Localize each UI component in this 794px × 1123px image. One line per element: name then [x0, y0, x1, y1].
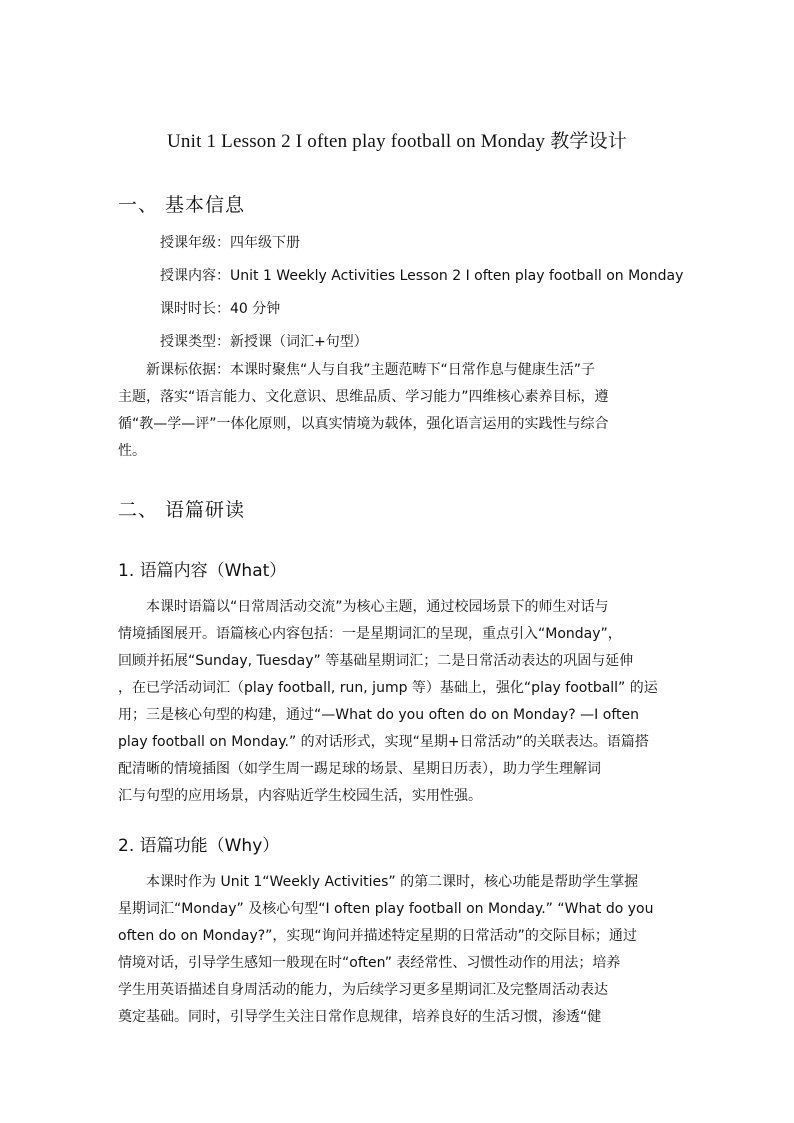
- info-content: 授课内容：Unit 1 Weekly Activities Lesson 2 I often play football on Monday: [160, 268, 684, 284]
- curriculum-standard-paragraph: [118, 357, 674, 465]
- paragraph-line: 汇与句型的应用场景，内容贴近学生校园生活，实用性强。: [118, 788, 482, 804]
- subsection-heading-why: 2. 语篇功能（Why）: [118, 836, 280, 856]
- paragraph-line: 配清晰的情境插图（如学生周一踢足球的场景、星期日历表），助力学生理解词: [118, 761, 601, 777]
- paragraph-line: 星期词汇“Monday” 及核心句型“I often play football on Monday.” “What do you: [118, 901, 654, 917]
- paragraph-line: ，在已学活动词汇（play football, run, jump 等）基础上，强化“play football” 的运: [118, 680, 658, 696]
- paragraph-line: 循“教—学—评”一体化原则，以真实情境为载体，强化语言运用的实践性与综合: [118, 416, 609, 432]
- paragraph-line: 本课时作为 Unit 1“Weekly Activities” 的第二课时，核心功能是帮助学生掌握: [146, 874, 639, 890]
- why-paragraph: [118, 869, 674, 1031]
- paragraph-line: 新课标依据：本课时聚焦“人与自我”主题范畴下“日常作息与健康生活”子: [146, 362, 596, 378]
- paragraph-line: 性。: [118, 443, 146, 459]
- info-duration: 课时时长：40 分钟: [160, 301, 281, 317]
- paragraph-line: 主题，落实“语言能力、文化意识、思维品质、学习能力”四维核心素养目标，遵: [118, 389, 609, 405]
- paragraph-line: 情境插图展开。语篇核心内容包括：一是星期词汇的呈现，重点引入“Monday”，: [118, 626, 622, 642]
- paragraph-line: 奠定基础。同时，引导学生关注日常作息规律，培养良好的生活习惯，渗透“健: [118, 1009, 602, 1025]
- section-heading-basic-info: 一、 基本信息: [118, 194, 246, 216]
- paragraph-line: often do on Monday?”，实现“询问并描述特定星期的日常活动”的交际目标；通过: [118, 928, 637, 944]
- paragraph-line: 用；三是核心句型的构建，通过“—What do you often do on Monday? —I often: [118, 707, 639, 723]
- document-title: Unit 1 Lesson 2 I often play football on Monday 教学设计: [166, 131, 627, 152]
- info-type: 授课类型：新授课（词汇+句型）: [160, 334, 368, 350]
- what-paragraph: [118, 594, 674, 810]
- paragraph-line: 学生用英语描述自身周活动的能力，为后续学习更多星期词汇及完整周活动表达: [118, 982, 608, 998]
- paragraph-line: 回顾并拓展“Sunday, Tuesday” 等基础星期词汇；二是日常活动表达的巩固与延伸: [118, 653, 634, 669]
- subsection-heading-what: 1. 语篇内容（What）: [118, 561, 287, 581]
- paragraph-line: 情境对话，引导学生感知一般现在时“often” 表经常性、习惯性动作的用法；培养: [118, 955, 621, 971]
- section-heading-text-study: 二、 语篇研读: [118, 499, 246, 521]
- paragraph-line: play football on Monday.” 的对话形式，实现“星期+日常活动”的关联表达。语篇搭: [118, 734, 649, 750]
- paragraph-line: 本课时语篇以“日常周活动交流”为核心主题，通过校园场景下的师生对话与: [146, 599, 609, 615]
- info-grade: 授课年级：四年级下册: [160, 235, 300, 251]
